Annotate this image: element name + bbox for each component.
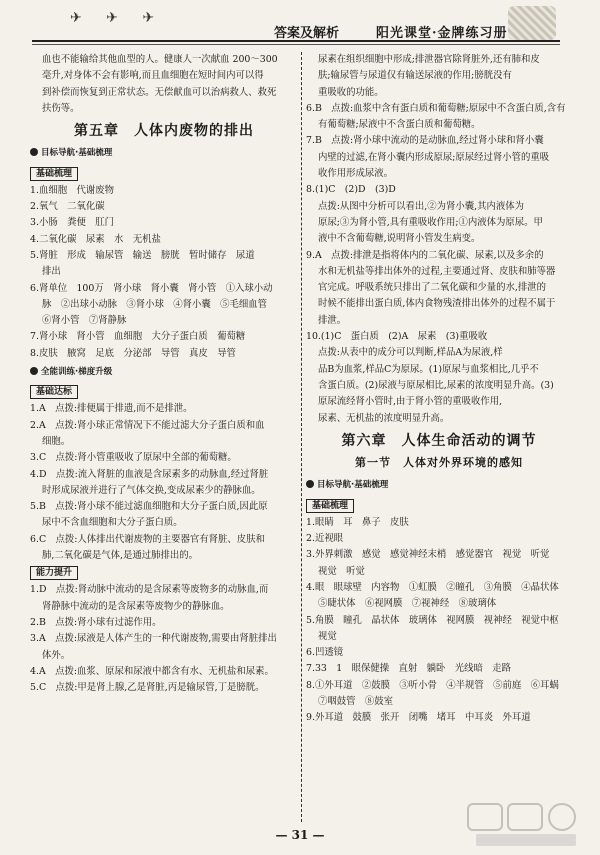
text-line: 6.凹透镜 — [306, 647, 344, 659]
text-line: 视觉 — [318, 630, 337, 642]
text-line: 脉 ②出球小动脉 ③肾小球 ④肾小囊 ⑤毛细血管 — [42, 298, 268, 310]
header-rule-thin — [32, 44, 560, 45]
text-line: 1.血细胞 代谢废物 — [30, 184, 114, 196]
text-line: 排出 — [42, 266, 61, 278]
text-line: 尿中不含血细胞和大分子蛋白质。 — [42, 517, 183, 529]
text-line: 6.C 点拨:人体排出代谢废物的主要器官有肾脏、皮肤和 — [30, 533, 265, 545]
text-line: 4.二氧化碳 尿素 水 无机盐 — [30, 233, 161, 245]
text-line: 肤;输尿管与尿道仅有输送尿液的作用;膀胱没有 — [318, 70, 512, 82]
text-line: 3.外界刺激 感觉 感觉神经末梢 感觉器官 视觉 听觉 — [306, 549, 550, 561]
text-line: 8.皮肤 腋窝 足底 分泌部 导管 真皮 导管 — [30, 347, 236, 359]
text-line: 时候不能排出蛋白质,体内食物残渣排出体外的过程不属于 — [318, 298, 556, 310]
column-divider — [301, 52, 303, 822]
text-line: 点拨:从图中分析可以看出,②为肾小囊,其内液体为 — [318, 200, 524, 212]
text-line: 1.眼睛 耳 鼻子 皮肤 — [306, 516, 409, 528]
chapter-title: 第六章 人体生命活动的调节 — [341, 432, 537, 449]
text-line: 血也不能输给其他血型的人。健康人一次献血 200～300 — [42, 54, 278, 65]
section-tag — [30, 364, 298, 380]
text-line: 10.(1)C 蛋白质 (2)A 尿素 (3)重吸收 — [306, 331, 488, 343]
text-line: 重吸收的功能。 — [318, 86, 384, 98]
text-line: 2.B 点拨:肾小球有过滤作用。 — [30, 616, 162, 628]
text-line: 5.B 点拨:肾小球不能过滤血细胞和大分子蛋白质,因此原 — [30, 501, 268, 513]
section-tag — [30, 145, 298, 161]
text-line: 7.33 1 眼保健操 直射 躺卧 光线暗 走路 — [306, 663, 511, 675]
text-line: 品B为血浆,样品C为原尿。(1)原尿与血浆相比,几乎不 — [318, 363, 539, 375]
text-line: 收作用形成尿液。 — [318, 168, 394, 180]
header-series: 阳光课堂·金牌练习册 — [376, 26, 508, 41]
text-line: 9.A 点拨:排泄是指将体内的二氧化碳、尿素,以及多余的 — [306, 249, 544, 261]
text-line: 4.D 点拨:流入肾脏的血液是含尿素多的动脉血,经过肾脏 — [30, 468, 269, 480]
text-line: 3.小肠 粪便 肛门 — [30, 217, 114, 229]
text-line: 5.角膜 瞳孔 晶状体 玻璃体 视网膜 视神经 视觉中枢 — [306, 614, 559, 626]
right-column — [306, 52, 572, 727]
text-line: 8.(1)C (2)D (3)D — [306, 184, 396, 196]
left-column — [30, 52, 298, 696]
page-header — [0, 0, 600, 46]
text-line: 毫升,对身体不会有影响,而且血细胞在短时间内可以得 — [42, 70, 264, 82]
text-line: 含蛋白质。(2)尿液与原尿相比,尿素的浓度明显升高。(3) — [318, 379, 554, 391]
section-title: 第一节 人体对外界环境的感知 — [355, 456, 523, 470]
text-line: 5.肾脏 形成 输尿管 输送 膀胱 暂时储存 尿道 — [30, 249, 255, 261]
text-line: 原尿流经肾小管时,由于肾小管的重吸收作用, — [318, 396, 503, 408]
subsection-box-wrap — [306, 497, 572, 515]
text-line: 1.A 点拨:排便属于排遗,而不是排泄。 — [30, 403, 193, 415]
section-tag-label: 全能训练·梯度升级 — [41, 367, 113, 378]
text-line: 8.①外耳道 ②鼓膜 ③听小骨 ④半规管 ⑤前庭 ⑥耳蜗 — [306, 679, 559, 691]
text-line: 肺,二氧化碳是气体,是通过肺排出的。 — [42, 550, 198, 562]
text-line: 3.A 点拨:尿液是人体产生的一种代谢废物,需要由肾脏排出 — [30, 633, 277, 645]
text-line: 原尿;③为肾小管,具有重吸收作用;①内液体为原尿。甲 — [318, 216, 543, 228]
text-line: 有葡萄糖;尿液中不含蛋白质和葡萄糖。 — [318, 119, 481, 131]
watermark-logo-icon — [466, 800, 586, 850]
header-rule — [32, 40, 560, 42]
text-line: 官完成。呼吸系统只排出了二氧化碳和少量的水,排泄的 — [318, 282, 546, 294]
text-line: 体外。 — [42, 649, 71, 661]
text-line: 细胞。 — [42, 435, 71, 447]
subsection-label: 能力提升 — [30, 566, 78, 580]
text-line: 时形成尿液并进行了气体交换,变成尿素少的静脉血。 — [42, 484, 261, 496]
bullet-icon — [30, 148, 38, 156]
text-line: 内壁的过滤,在肾小囊内形成原尿;原尿经过肾小管的重吸 — [318, 151, 550, 163]
text-line: 3.C 点拨:肾小管重吸收了原尿中全部的葡萄糖。 — [30, 452, 237, 464]
text-line: ⑤睫状体 ⑥视网膜 ⑦视神经 ⑧玻璃体 — [318, 598, 497, 610]
text-line: 排泄。 — [318, 314, 347, 326]
text-line: 到补偿而恢复到正常状态。无偿献血可以治病救人、救死 — [42, 86, 277, 98]
text-line: 1.D 点拨:肾动脉中流动的是含尿素等废物多的动脉血,而 — [30, 584, 269, 596]
section-tag-label: 目标导航·基础梳理 — [41, 148, 113, 159]
text-line: 肾静脉中流动的是含尿素等废物少的静脉血。 — [42, 600, 230, 612]
header-title: 答案及解析 — [274, 26, 340, 41]
text-line: 2.氧气 二氧化碳 — [30, 201, 105, 213]
page-number: — 31 — — [275, 828, 325, 842]
subsection-label: 基础梳理 — [306, 499, 354, 513]
text-line: 4.眼 眼球壁 内容物 ①虹膜 ②瞳孔 ③角膜 ④晶状体 — [306, 581, 559, 593]
text-line: 9.外耳道 鼓膜 张开 闭嘴 堵耳 中耳炎 外耳道 — [306, 712, 531, 724]
text-line: 7.B 点拨:肾小球中流动的是动脉血,经过肾小球和肾小囊 — [306, 135, 544, 147]
text-line: 2.A 点拨:肾小球正常情况下不能过滤大分子蛋白质和血 — [30, 419, 265, 431]
section-tag-label: 目标导航·基础梳理 — [317, 480, 389, 491]
text-line: 6.B 点拨:血浆中含有蛋白质和葡萄糖;原尿中不含蛋白质,含有 — [306, 102, 566, 114]
text-line: ⑥肾小管 ⑦肾静脉 — [42, 315, 127, 327]
subsection-label: 基础梳理 — [30, 167, 78, 181]
bullet-icon — [30, 367, 38, 375]
subsection-box-wrap — [30, 165, 298, 183]
text-line: 4.A 点拨:血浆、原尿和尿液中都含有水、无机盐和尿素。 — [30, 665, 274, 677]
text-line: 水和无机盐等排出体外的过程,主要通过肾、皮肤和肺等器 — [318, 265, 556, 277]
text-line: 液中不含葡萄糖,说明肾小管发生病变。 — [318, 233, 481, 245]
section-tag — [306, 477, 572, 493]
chapter-title: 第五章 人体内废物的排出 — [74, 123, 254, 140]
header-decoration-icon — [508, 6, 556, 40]
subsection-label: 基础达标 — [30, 385, 78, 399]
bullet-icon — [306, 480, 314, 488]
text-line: 6.肾单位 100万 肾小球 肾小囊 肾小管 ①入球小动 — [30, 282, 273, 294]
text-line: 扶伤等。 — [42, 102, 80, 114]
text-line: 5.C 点拨:甲是肾上腺,乙是肾脏,丙是输尿管,丁是膀胱。 — [30, 682, 265, 694]
subsection-box-wrap — [30, 383, 298, 401]
text-line: 尿素、无机盐的浓度明显升高。 — [318, 412, 450, 424]
text-line: 尿素在组织细胞中形成;排泄器官除肾脏外,还有肺和皮 — [318, 54, 540, 65]
text-line: 7.肾小球 肾小管 血细胞 大分子蛋白质 葡萄糖 — [30, 331, 246, 343]
text-line: 2.近视眼 — [306, 533, 344, 545]
text-line: 点拨:从表中的成分可以判断,样品A为尿液,样 — [318, 347, 503, 359]
text-line: ⑦咽鼓管 ⑧鼓室 — [318, 695, 394, 707]
birds-icon: ✈ ✈ ✈ — [70, 10, 165, 26]
text-line: 视觉 听觉 — [318, 565, 365, 577]
subsection-box-wrap — [30, 564, 298, 582]
